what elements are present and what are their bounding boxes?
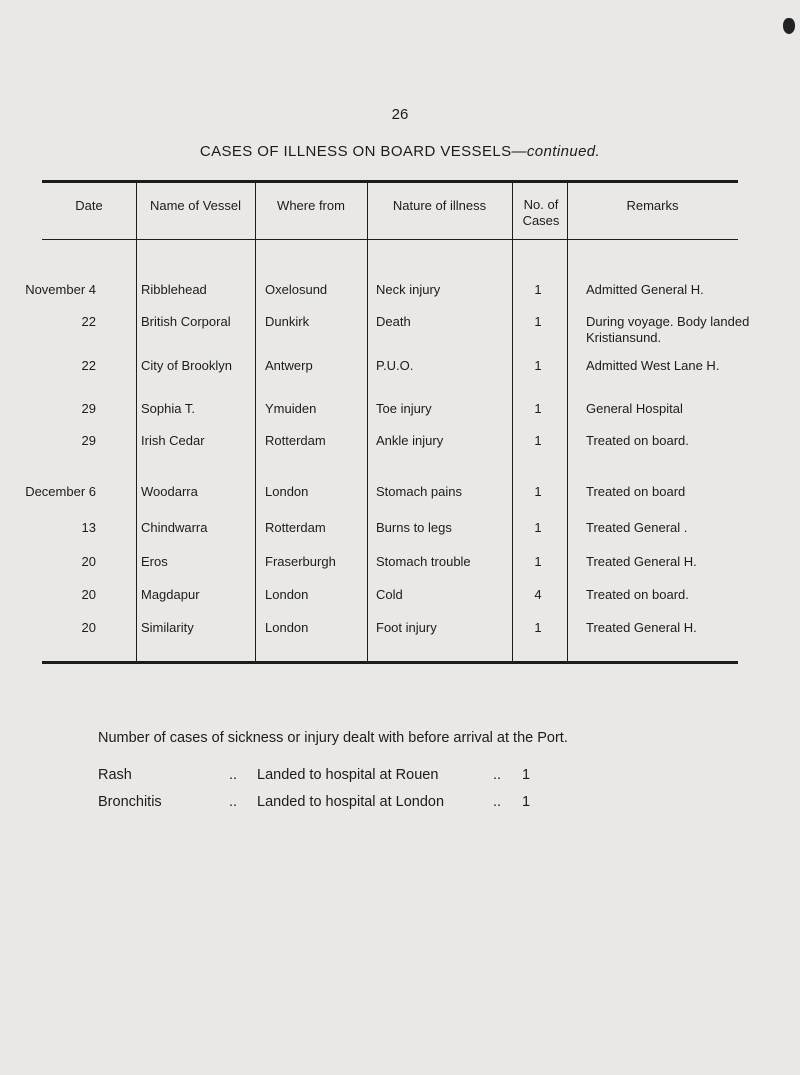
header-remarks: Remarks xyxy=(626,198,679,213)
cell-from: Oxelosund xyxy=(265,282,328,297)
cell-nature: Foot injury xyxy=(376,620,437,635)
cell-date: 22 xyxy=(81,314,96,329)
summary-text: Number of cases of sickness or injury dealt with before arrival at the Port. xyxy=(98,730,568,746)
cell-cases: 1 xyxy=(534,282,542,297)
header-cases: No. of Cases xyxy=(522,197,560,228)
cell-cases: 1 xyxy=(534,620,542,635)
cell-vessel: Ribblehead xyxy=(141,282,207,297)
cell-date: 20 xyxy=(81,587,96,602)
cell-vessel: British Corporal xyxy=(141,314,231,329)
cell-nature: Toe injury xyxy=(376,401,432,416)
cell-remarks: During voyage. Body landed Kristiansund. xyxy=(586,314,750,345)
cell-remarks: Treated General . xyxy=(586,520,688,535)
cell-from: London xyxy=(265,620,309,635)
cell-nature: Ankle injury xyxy=(376,433,444,448)
cell-cases: 1 xyxy=(534,554,542,569)
cell-date: 20 xyxy=(81,620,96,635)
cell-date: December 6 xyxy=(25,484,96,499)
cell-remarks: Admitted General H. xyxy=(586,282,704,297)
cell-remarks: Admitted West Lane H. xyxy=(586,358,720,373)
pre-arrival-dots: .. xyxy=(229,794,238,810)
header-vessel: Name of Vessel xyxy=(149,198,242,213)
page-title-main: CASES OF ILLNESS ON BOARD VESSELS xyxy=(199,143,512,160)
corner-ink-mark xyxy=(783,18,795,34)
table-top-rule xyxy=(42,180,738,183)
cell-remarks: Treated on board. xyxy=(586,587,689,602)
pre-arrival-action: Landed to hospital at London xyxy=(257,794,445,810)
cell-vessel: Similarity xyxy=(141,620,194,635)
cell-cases: 1 xyxy=(534,433,542,448)
page-title xyxy=(0,143,800,160)
illness-table xyxy=(25,180,750,664)
cell-from: Dunkirk xyxy=(265,314,310,329)
column-divider xyxy=(567,180,568,664)
cell-date: November 4 xyxy=(25,282,96,297)
cell-vessel: Chindwarra xyxy=(141,520,208,535)
cell-cases: 1 xyxy=(534,358,542,373)
table-header-rule xyxy=(42,239,738,240)
pre-arrival-count: 1 xyxy=(522,767,531,783)
cell-remarks: Treated on board xyxy=(586,484,686,499)
cell-vessel: Sophia T. xyxy=(141,401,195,416)
pre-arrival-illness: Bronchitis xyxy=(98,794,162,810)
cell-vessel: City of Brooklyn xyxy=(141,358,233,373)
cell-remarks: Treated General H. xyxy=(586,554,697,569)
cell-vessel: Magdapur xyxy=(141,587,200,602)
pre-arrival-dots: .. xyxy=(229,767,238,783)
pre-arrival-illness: Rash xyxy=(98,767,132,783)
cell-from: Antwerp xyxy=(265,358,313,373)
cell-from: London xyxy=(265,587,309,602)
cell-nature: Death xyxy=(376,314,411,329)
cell-from: Fraserburgh xyxy=(265,554,336,569)
header-date: Date xyxy=(75,198,103,213)
cell-date: 29 xyxy=(81,401,96,416)
cell-cases: 1 xyxy=(534,401,542,416)
cell-nature: Cold xyxy=(376,587,403,602)
cell-date: 20 xyxy=(81,554,96,569)
cell-vessel: Eros xyxy=(141,554,168,569)
cell-cases: 1 xyxy=(534,484,542,499)
cell-nature: Stomach trouble xyxy=(376,554,471,569)
cell-date: 29 xyxy=(81,433,96,448)
cell-nature: Burns to legs xyxy=(376,520,452,535)
pre-arrival-count: 1 xyxy=(522,794,531,810)
cell-from: Ymuiden xyxy=(265,401,317,416)
page-number: 26 xyxy=(391,106,409,123)
cell-from: London xyxy=(265,484,309,499)
pre-arrival-dots: .. xyxy=(493,794,502,810)
pre-arrival-action: Landed to hospital at Rouen xyxy=(257,767,439,783)
table-bottom-rule xyxy=(42,661,738,664)
cell-nature: Stomach pains xyxy=(376,484,462,499)
cell-cases: 1 xyxy=(534,314,542,329)
cell-remarks: General Hospital xyxy=(586,401,683,416)
cell-remarks: Treated General H. xyxy=(586,620,697,635)
page-title-continued: —continued. xyxy=(511,143,601,160)
cell-date: 13 xyxy=(81,520,96,535)
cell-date: 22 xyxy=(81,358,96,373)
cell-cases: 1 xyxy=(534,520,542,535)
header-where-from: Where from xyxy=(277,198,345,213)
cell-vessel: Irish Cedar xyxy=(141,433,205,448)
cell-from: Rotterdam xyxy=(265,433,326,448)
header-nature: Nature of illness xyxy=(392,198,487,213)
cell-remarks: Treated on board. xyxy=(586,433,689,448)
column-divider xyxy=(255,180,256,664)
column-divider xyxy=(136,180,137,664)
pre-arrival-dots: .. xyxy=(493,767,502,783)
cell-nature: P.U.O. xyxy=(376,358,414,373)
cell-vessel: Woodarra xyxy=(141,484,198,499)
cell-from: Rotterdam xyxy=(265,520,326,535)
cell-cases: 4 xyxy=(534,587,542,602)
cell-nature: Neck injury xyxy=(376,282,441,297)
